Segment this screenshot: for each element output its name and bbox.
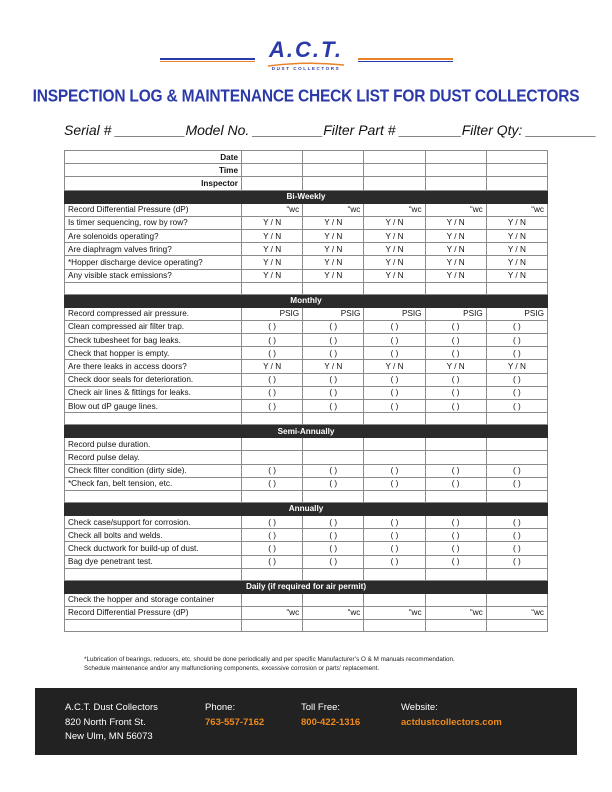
checklist-row: [65, 256, 548, 269]
checklist-row: [65, 542, 548, 555]
inspection-table: [64, 150, 548, 632]
checklist-row: [65, 216, 548, 229]
entry-cell[interactable]: ( ): [364, 400, 425, 413]
header-row: [65, 164, 548, 177]
entry-cell[interactable]: Y / N: [364, 229, 425, 242]
checklist-item-label: Record Differential Pressure (dP): [65, 606, 242, 619]
entry-cell[interactable]: Y / N: [242, 256, 303, 269]
entry-cell[interactable]: ( ): [425, 477, 486, 490]
entry-cell[interactable]: ( ): [486, 400, 547, 413]
tollfree-label: Toll Free:: [301, 702, 341, 713]
entry-cell[interactable]: “wc: [303, 606, 364, 619]
entry-cell[interactable]: [425, 490, 486, 502]
spacer-cell: [65, 568, 242, 580]
checklist-row: [65, 515, 548, 528]
section-title: Annually: [65, 502, 548, 515]
entry-cell[interactable]: [364, 413, 425, 425]
footnote: [84, 655, 544, 673]
entry-cell[interactable]: [364, 282, 425, 294]
entry-cell[interactable]: Y / N: [242, 269, 303, 282]
checklist-row: [65, 400, 548, 413]
entry-cell[interactable]: [425, 282, 486, 294]
entry-cell[interactable]: ( ): [364, 347, 425, 360]
entry-cell[interactable]: [242, 568, 303, 580]
entry-cell[interactable]: “wc: [242, 606, 303, 619]
entry-cell[interactable]: Y / N: [486, 360, 547, 373]
entry-cell[interactable]: PSIG: [242, 307, 303, 320]
serial-field[interactable]: Serial # _________: [64, 122, 186, 138]
entry-cell[interactable]: [486, 568, 547, 580]
entry-cell[interactable]: “wc: [364, 203, 425, 216]
entry-cell[interactable]: ( ): [486, 464, 547, 477]
checklist-item-label: Check air lines & fittings for leaks.: [65, 386, 242, 399]
logo-main-text: A.C.T.: [269, 37, 343, 62]
entry-cell[interactable]: “wc: [425, 606, 486, 619]
checklist-item-label: Are there leaks in access doors?: [65, 360, 242, 373]
checklist-item-label: Check that hopper is empty.: [65, 347, 242, 360]
entry-cell[interactable]: ( ): [425, 529, 486, 542]
entry-cell[interactable]: Y / N: [364, 269, 425, 282]
entry-cell[interactable]: [242, 151, 303, 164]
entry-cell[interactable]: Y / N: [425, 256, 486, 269]
entry-cell[interactable]: ( ): [486, 347, 547, 360]
entry-cell[interactable]: ( ): [242, 334, 303, 347]
entry-cell[interactable]: [303, 620, 364, 632]
section-title: Bi-Weekly: [65, 190, 548, 203]
entry-cell[interactable]: ( ): [364, 542, 425, 555]
model-field[interactable]: Model No. _________: [185, 122, 324, 138]
entry-cell[interactable]: ( ): [486, 320, 547, 333]
entry-cell[interactable]: Y / N: [425, 269, 486, 282]
checklist-row: [65, 334, 548, 347]
entry-cell[interactable]: Y / N: [364, 243, 425, 256]
entry-cell[interactable]: ( ): [486, 529, 547, 542]
entry-cell[interactable]: ( ): [425, 400, 486, 413]
entry-cell[interactable]: [425, 620, 486, 632]
entry-cell[interactable]: ( ): [364, 555, 425, 568]
entry-cell[interactable]: ( ): [486, 515, 547, 528]
checklist-row: [65, 243, 548, 256]
logo-line-left-accent: [160, 61, 255, 62]
entry-cell[interactable]: Y / N: [303, 256, 364, 269]
checklist-row: [65, 307, 548, 320]
entry-cell[interactable]: “wc: [425, 203, 486, 216]
entry-cell[interactable]: ( ): [242, 464, 303, 477]
entry-cell[interactable]: PSIG: [303, 307, 364, 320]
entry-cell[interactable]: ( ): [364, 529, 425, 542]
company-street: 820 North Front St.: [65, 716, 146, 728]
entry-cell[interactable]: Y / N: [425, 360, 486, 373]
entry-cell[interactable]: “wc: [486, 203, 547, 216]
footer-tollfree: [301, 701, 360, 730]
entry-cell[interactable]: [364, 620, 425, 632]
entry-cell[interactable]: Y / N: [486, 256, 547, 269]
entry-cell[interactable]: ( ): [364, 464, 425, 477]
entry-cell[interactable]: ( ): [303, 334, 364, 347]
checklist-item-label: Record Differential Pressure (dP): [65, 203, 242, 216]
checklist-item-label: Record pulse delay.: [65, 451, 242, 464]
entry-cell[interactable]: [303, 177, 364, 190]
checklist-item-label: Check the hopper and storage container: [65, 593, 242, 606]
entry-cell[interactable]: [486, 151, 547, 164]
entry-cell[interactable]: Y / N: [242, 229, 303, 242]
website-label: Website:: [401, 702, 438, 713]
checklist-item-label: Record pulse duration.: [65, 438, 242, 451]
entry-cell[interactable]: “wc: [364, 606, 425, 619]
footer-phone: [205, 701, 264, 730]
phone-link[interactable]: 763-557-7162: [205, 716, 265, 728]
checklist-row: [65, 529, 548, 542]
entry-cell[interactable]: Y / N: [242, 243, 303, 256]
entry-cell[interactable]: ( ): [486, 334, 547, 347]
checklist-row: [65, 373, 548, 386]
logo-line-right: [358, 58, 453, 60]
checklist-item-label: Check filter condition (dirty side).: [65, 464, 242, 477]
checklist-row: [65, 451, 548, 464]
entry-cell[interactable]: [303, 151, 364, 164]
entry-cell[interactable]: ( ): [242, 555, 303, 568]
logo-line-right-accent: [358, 61, 453, 62]
checklist-item-label: Bag dye penetrant test.: [65, 555, 242, 568]
entry-cell[interactable]: ( ): [242, 515, 303, 528]
entry-cell[interactable]: Y / N: [242, 360, 303, 373]
spacer-cell: [65, 620, 242, 632]
entry-cell[interactable]: [242, 593, 303, 606]
entry-cell[interactable]: ( ): [364, 386, 425, 399]
checklist-row: [65, 593, 548, 606]
entry-cell[interactable]: “wc: [303, 203, 364, 216]
entry-cell[interactable]: ( ): [425, 320, 486, 333]
entry-cell[interactable]: PSIG: [425, 307, 486, 320]
entry-cell[interactable]: Y / N: [425, 243, 486, 256]
checklist-item-label: Check case/support for corrosion.: [65, 515, 242, 528]
section-title: Monthly: [65, 294, 548, 307]
checklist-item-label: Clean compressed air filter trap.: [65, 320, 242, 333]
entry-cell[interactable]: [364, 451, 425, 464]
checklist-item-label: Any visible stack emissions?: [65, 269, 242, 282]
checklist-item-label: *Check fan, belt tension, etc.: [65, 477, 242, 490]
entry-cell[interactable]: [486, 282, 547, 294]
header-row-label: Time: [65, 164, 242, 177]
checklist-item-label: *Hopper discharge device operating?: [65, 256, 242, 269]
entry-cell[interactable]: [486, 593, 547, 606]
entry-cell[interactable]: [486, 620, 547, 632]
entry-cell[interactable]: [303, 438, 364, 451]
spacer-row: [65, 282, 548, 294]
entry-cell[interactable]: Y / N: [303, 216, 364, 229]
entry-cell[interactable]: ( ): [242, 373, 303, 386]
entry-cell[interactable]: Y / N: [303, 243, 364, 256]
entry-cell[interactable]: ( ): [425, 515, 486, 528]
entry-cell[interactable]: ( ): [242, 542, 303, 555]
entry-cell[interactable]: Y / N: [486, 216, 547, 229]
footer-website: [401, 701, 502, 730]
entry-cell[interactable]: ( ): [242, 529, 303, 542]
logo-header: [0, 38, 612, 78]
entry-cell[interactable]: [425, 413, 486, 425]
entry-cell[interactable]: ( ): [425, 464, 486, 477]
entry-cell[interactable]: [242, 620, 303, 632]
checklist-item-label: Check tubesheet for bag leaks.: [65, 334, 242, 347]
entry-cell[interactable]: ( ): [242, 477, 303, 490]
checklist-row: [65, 464, 548, 477]
entry-cell[interactable]: [364, 164, 425, 177]
logo-line-left: [160, 58, 255, 60]
entry-cell[interactable]: ( ): [364, 334, 425, 347]
entry-cell[interactable]: ( ): [303, 464, 364, 477]
checklist-row: [65, 555, 548, 568]
entry-cell[interactable]: [486, 451, 547, 464]
entry-cell[interactable]: ( ): [303, 542, 364, 555]
checklist-row: [65, 229, 548, 242]
entry-cell[interactable]: [364, 177, 425, 190]
entry-cell[interactable]: [486, 164, 547, 177]
entry-cell[interactable]: [486, 490, 547, 502]
header-row: [65, 151, 548, 164]
checklist-row: [65, 477, 548, 490]
spacer-row: [65, 413, 548, 425]
entry-cell[interactable]: ( ): [303, 386, 364, 399]
checklist-row: [65, 360, 548, 373]
spacer-row: [65, 620, 548, 632]
footnote-line-1: *Lubrication of bearings, reducers, etc. should be done periodically and per specific Manufacturer’s O & M manuals recommendation.: [84, 656, 455, 663]
entry-cell[interactable]: [303, 451, 364, 464]
entry-cell[interactable]: ( ): [242, 386, 303, 399]
logo-sub-text: DUST COLLECTORS: [271, 66, 341, 71]
entry-cell[interactable]: [425, 451, 486, 464]
entry-cell[interactable]: [242, 282, 303, 294]
entry-cell[interactable]: [242, 451, 303, 464]
entry-cell[interactable]: ( ): [303, 529, 364, 542]
entry-cell[interactable]: [425, 438, 486, 451]
entry-cell[interactable]: [364, 593, 425, 606]
entry-cell[interactable]: Y / N: [425, 229, 486, 242]
header-row-label: Inspector: [65, 177, 242, 190]
checklist-item-label: Is timer sequencing, row by row?: [65, 216, 242, 229]
form-fields: [64, 122, 597, 138]
checklist-item-label: Blow out dP gauge lines.: [65, 400, 242, 413]
section-header: [65, 502, 548, 515]
section-header: [65, 294, 548, 307]
act-logo: [260, 38, 352, 71]
entry-cell[interactable]: Y / N: [242, 216, 303, 229]
checklist-row: [65, 386, 548, 399]
entry-cell[interactable]: Y / N: [364, 216, 425, 229]
filter-part-field[interactable]: Filter Part # ________: [323, 122, 462, 138]
entry-cell[interactable]: [303, 593, 364, 606]
entry-cell[interactable]: [364, 151, 425, 164]
entry-cell[interactable]: Y / N: [364, 256, 425, 269]
entry-cell[interactable]: ( ): [486, 477, 547, 490]
entry-cell[interactable]: [486, 438, 547, 451]
checklist-item-label: Check door seals for deterioration.: [65, 373, 242, 386]
entry-cell[interactable]: ( ): [486, 386, 547, 399]
entry-cell[interactable]: ( ): [242, 400, 303, 413]
entry-cell[interactable]: [425, 151, 486, 164]
entry-cell[interactable]: [303, 164, 364, 177]
entry-cell[interactable]: ( ): [425, 555, 486, 568]
section-title: Semi-Annually: [65, 425, 548, 438]
section-header: [65, 190, 548, 203]
entry-cell[interactable]: [303, 490, 364, 502]
entry-cell[interactable]: Y / N: [486, 229, 547, 242]
entry-cell[interactable]: [425, 568, 486, 580]
entry-cell[interactable]: [364, 490, 425, 502]
entry-cell[interactable]: PSIG: [486, 307, 547, 320]
entry-cell[interactable]: [242, 490, 303, 502]
entry-cell[interactable]: Y / N: [425, 216, 486, 229]
entry-cell[interactable]: ( ): [425, 373, 486, 386]
entry-cell[interactable]: ( ): [364, 320, 425, 333]
checklist-item-label: Are solenoids operating?: [65, 229, 242, 242]
checklist-row: [65, 438, 548, 451]
checklist-item-label: Are diaphragm valves firing?: [65, 243, 242, 256]
entry-cell[interactable]: ( ): [303, 400, 364, 413]
entry-cell[interactable]: [303, 282, 364, 294]
entry-cell[interactable]: ( ): [303, 555, 364, 568]
section-header: [65, 425, 548, 438]
entry-cell[interactable]: Y / N: [303, 229, 364, 242]
entry-cell[interactable]: Y / N: [303, 269, 364, 282]
entry-cell[interactable]: ( ): [303, 373, 364, 386]
spacer-row: [65, 490, 548, 502]
entry-cell[interactable]: ( ): [364, 373, 425, 386]
entry-cell[interactable]: PSIG: [364, 307, 425, 320]
page-title: INSPECTION LOG & MAINTENANCE CHECK LIST FOR DUST COLLECTORS: [32, 86, 580, 107]
checklist-item-label: Record compressed air pressure.: [65, 307, 242, 320]
entry-cell[interactable]: [242, 164, 303, 177]
entry-cell[interactable]: [486, 413, 547, 425]
entry-cell[interactable]: Y / N: [486, 269, 547, 282]
checklist-row: [65, 269, 548, 282]
entry-cell[interactable]: ( ): [486, 555, 547, 568]
entry-cell[interactable]: Y / N: [303, 360, 364, 373]
entry-cell[interactable]: ( ): [486, 542, 547, 555]
entry-cell[interactable]: ( ): [303, 477, 364, 490]
entry-cell[interactable]: ( ): [425, 386, 486, 399]
checklist-item-label: Check all bolts and welds.: [65, 529, 242, 542]
company-name: A.C.T. Dust Collectors: [65, 702, 158, 713]
entry-cell[interactable]: [303, 568, 364, 580]
checklist-row: [65, 606, 548, 619]
tollfree-link[interactable]: 800-422-1316: [301, 716, 361, 728]
phone-label: Phone:: [205, 702, 236, 713]
footer-bar: [35, 688, 577, 755]
checklist-item-label: Check ductwork for build-up of dust.: [65, 542, 242, 555]
entry-cell[interactable]: Y / N: [486, 243, 547, 256]
entry-cell[interactable]: ( ): [425, 542, 486, 555]
section-title: Daily (if required for air permit): [65, 580, 548, 593]
entry-cell[interactable]: ( ): [303, 515, 364, 528]
header-row: [65, 177, 548, 190]
entry-cell[interactable]: “wc: [242, 203, 303, 216]
entry-cell[interactable]: [425, 164, 486, 177]
website-link[interactable]: actdustcollectors.com: [401, 716, 502, 728]
footer-company: [65, 701, 158, 745]
entry-cell[interactable]: ( ): [486, 373, 547, 386]
footnote-line-2: Schedule maintenance and/or any malfunctioning components, excessive corrosion or parts’ replacement.: [84, 665, 380, 672]
entry-cell[interactable]: ( ): [303, 320, 364, 333]
checklist-row: [65, 347, 548, 360]
entry-cell[interactable]: ( ): [242, 320, 303, 333]
entry-cell[interactable]: ( ): [425, 347, 486, 360]
spacer-cell: [65, 282, 242, 294]
entry-cell[interactable]: “wc: [486, 606, 547, 619]
spacer-row: [65, 568, 548, 580]
entry-cell[interactable]: ( ): [242, 347, 303, 360]
entry-cell[interactable]: ( ): [425, 334, 486, 347]
section-header: [65, 580, 548, 593]
entry-cell[interactable]: Y / N: [364, 360, 425, 373]
entry-cell[interactable]: [303, 413, 364, 425]
entry-cell[interactable]: [242, 413, 303, 425]
entry-cell[interactable]: [486, 177, 547, 190]
entry-cell[interactable]: [425, 177, 486, 190]
spacer-cell: [65, 413, 242, 425]
entry-cell[interactable]: [364, 438, 425, 451]
entry-cell[interactable]: [364, 568, 425, 580]
entry-cell[interactable]: [242, 177, 303, 190]
spacer-cell: [65, 490, 242, 502]
entry-cell[interactable]: [242, 438, 303, 451]
entry-cell[interactable]: ( ): [303, 347, 364, 360]
company-city: New Ulm, MN 56073: [65, 731, 153, 742]
entry-cell[interactable]: ( ): [364, 515, 425, 528]
entry-cell[interactable]: ( ): [364, 477, 425, 490]
filter-qty-field[interactable]: Filter Qty: _________: [461, 122, 597, 138]
checklist-row: [65, 320, 548, 333]
checklist-row: [65, 203, 548, 216]
header-row-label: Date: [65, 151, 242, 164]
entry-cell[interactable]: [425, 593, 486, 606]
